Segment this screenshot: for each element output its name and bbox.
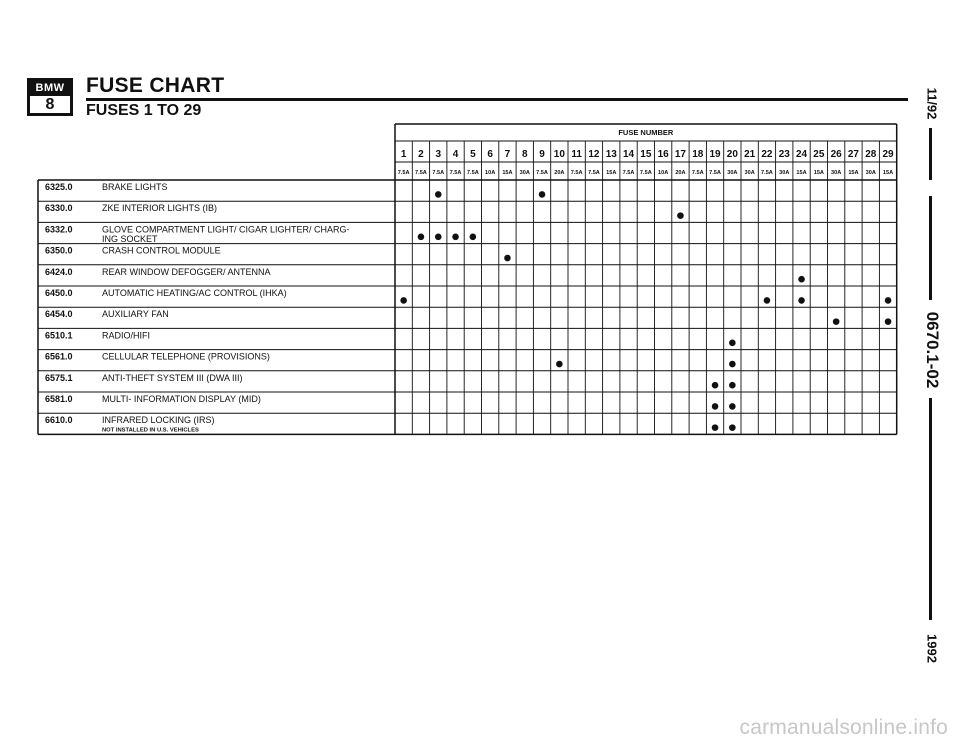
fuse-rating-14: 7.5A [622, 170, 635, 176]
fuse-number-12: 12 [588, 149, 600, 160]
row-description: AUXILIARY FAN [102, 309, 169, 320]
row-description: CELLULAR TELEPHONE (PROVISIONS) [102, 351, 270, 362]
fuse-used-dot [729, 361, 736, 368]
fuse-rating-16: 10A [658, 170, 669, 176]
row-description: RADIO/HIFI [102, 330, 151, 341]
fuse-number-20: 20 [726, 149, 738, 160]
fuse-rating-28: 30A [865, 170, 876, 176]
row-description: ZKE INTERIOR LIGHTS (IB) [102, 203, 218, 214]
fuse-rating-4: 7.5A [449, 170, 462, 176]
fuse-number-18: 18 [692, 149, 704, 160]
fuse-rating-1: 7.5A [397, 170, 410, 176]
fuse-number-6: 6 [487, 149, 493, 160]
row-code: 6332.0 [45, 224, 73, 235]
fuse-used-dot [729, 403, 736, 410]
fuse-rating-18: 7.5A [691, 170, 704, 176]
fuse-number-4: 4 [452, 149, 459, 160]
page-subtitle: FUSES 1 TO 29 [86, 102, 202, 119]
fuse-rating-2: 7.5A [415, 170, 427, 176]
fuse-number-1: 1 [400, 149, 407, 160]
fuse-number-3: 3 [435, 149, 442, 160]
fuse-number-17: 17 [674, 149, 687, 160]
fuse-used-dot [435, 234, 442, 241]
fuse-used-dot [712, 403, 719, 410]
fuse-number-27: 27 [847, 149, 860, 160]
fuse-used-dot [729, 382, 736, 389]
page-title: FUSE CHART [86, 74, 225, 97]
row-code: 6510.1 [45, 330, 73, 341]
row-description: MULTI- INFORMATION DISPLAY (MID) [102, 394, 261, 404]
row-code: 6581.0 [45, 394, 73, 404]
fuse-number-7: 7 [504, 149, 511, 160]
fuse-used-dot [539, 191, 546, 198]
fuse-used-dot [677, 212, 684, 219]
fuse-used-dot [504, 255, 511, 262]
fuse-number-19: 19 [709, 149, 721, 160]
fuse-used-dot [435, 191, 442, 198]
fuse-rating-12: 7.5A [588, 170, 600, 176]
fuse-used-dot [712, 382, 719, 389]
row-code: 6610.0 [45, 415, 73, 426]
row-code: 6424.0 [45, 266, 73, 277]
fuse-number-22: 22 [761, 149, 773, 160]
fuse-rating-21: 30A [744, 170, 755, 176]
fuse-number-21: 21 [744, 149, 756, 160]
fuse-used-dot [452, 234, 459, 241]
fuse-number-8: 8 [521, 149, 528, 160]
fuse-rating-20: 30A [727, 170, 738, 176]
fuse-number-29: 29 [882, 149, 894, 160]
row-code: 6454.0 [45, 309, 73, 320]
row-description: AUTOMATIC HEATING/AC CONTROL (IHKA) [102, 288, 287, 298]
fuse-used-dot [418, 234, 425, 241]
fuse-used-dot [712, 424, 719, 431]
fuse-rating-19: 7.5A [709, 170, 721, 176]
watermark: carmanualsonline.info [739, 716, 948, 739]
fuse-rating-11: 7.5A [570, 170, 583, 176]
row-description: ANTI-THEFT SYSTEM III (DWA III) [102, 372, 243, 383]
fuse-used-dot [556, 361, 563, 368]
row-code: 6350.0 [45, 245, 73, 256]
fuse-rating-26: 30A [831, 170, 842, 176]
fuse-used-dot [885, 297, 892, 304]
fuse-used-dot [470, 234, 477, 241]
fuse-used-dot [729, 340, 736, 347]
fuse-used-dot [729, 424, 736, 431]
fuse-rating-15: 7.5A [639, 170, 652, 176]
row-description: BRAKE LIGHTS [102, 182, 168, 192]
fuse-number-label: FUSE NUMBER [618, 128, 674, 137]
fuse-rating-10: 20A [554, 170, 565, 176]
fuse-number-15: 15 [640, 149, 652, 160]
fuse-number-13: 13 [605, 149, 617, 160]
fuse-number-26: 26 [830, 149, 842, 160]
fuse-number-11: 11 [571, 149, 582, 160]
fuse-used-dot [798, 297, 805, 304]
fuse-number-10: 10 [553, 149, 565, 160]
row-code: 6575.1 [45, 372, 73, 383]
fuse-number-2: 2 [418, 149, 424, 160]
fuse-number-28: 28 [865, 149, 877, 160]
fuse-number-5: 5 [470, 149, 476, 160]
logo-brand-text: BMW [30, 81, 70, 96]
row-code: 6330.0 [45, 203, 73, 214]
fuse-used-dot [833, 318, 840, 325]
fuse-rating-27: 15A [848, 170, 859, 176]
fuse-rating-29: 15A [882, 170, 894, 176]
fuse-rating-8: 30A [519, 170, 530, 176]
fuse-number-25: 25 [813, 149, 825, 160]
row-description: CRASH CONTROL MODULE [102, 245, 221, 256]
fuse-rating-13: 15A [606, 170, 617, 176]
fuse-rating-9: 7.5A [536, 170, 548, 176]
side-year: 1992 [924, 634, 940, 663]
fuse-rating-17: 20A [675, 170, 686, 176]
fuse-used-dot [798, 276, 805, 283]
fuse-rating-7: 15A [502, 170, 513, 176]
fuse-rating-24: 15A [796, 170, 807, 176]
fuse-used-dot [885, 318, 892, 325]
side-date: 11/92 [924, 87, 940, 120]
row-description: GLOVE COMPARTMENT LIGHT/ CIGAR LIGHTER/ CHARG- [102, 224, 350, 235]
fuse-number-16: 16 [657, 149, 669, 160]
fuse-number-23: 23 [778, 149, 790, 160]
row-code: 6561.0 [45, 351, 73, 362]
fuse-rating-3: 7.5A [432, 170, 445, 176]
fuse-used-dot [400, 297, 407, 304]
fuse-number-14: 14 [622, 149, 635, 160]
row-description: REAR WINDOW DEFOGGER/ ANTENNA [102, 266, 271, 277]
row-description: INFRARED LOCKING (IRS) [102, 415, 215, 426]
fuse-rating-25: 15A [813, 170, 824, 176]
row-note: NOT INSTALLED IN U.S. VEHICLES [102, 427, 199, 434]
fuse-number-9: 9 [539, 149, 545, 160]
fuse-used-dot [764, 297, 771, 304]
fuse-rating-23: 30A [779, 170, 790, 176]
logo-model-number: 8 [45, 96, 55, 113]
fuse-rating-22: 7.5A [761, 170, 773, 176]
row-code: 6450.0 [45, 288, 73, 298]
fuse-rating-6: 10A [485, 170, 496, 176]
side-doc-code: 0670.1-02 [923, 311, 942, 389]
fuse-number-24: 24 [795, 149, 808, 160]
row-code: 6325.0 [45, 182, 73, 192]
fuse-rating-5: 7.5A [466, 170, 479, 176]
row-description-continued: ING SOCKET [102, 233, 158, 244]
